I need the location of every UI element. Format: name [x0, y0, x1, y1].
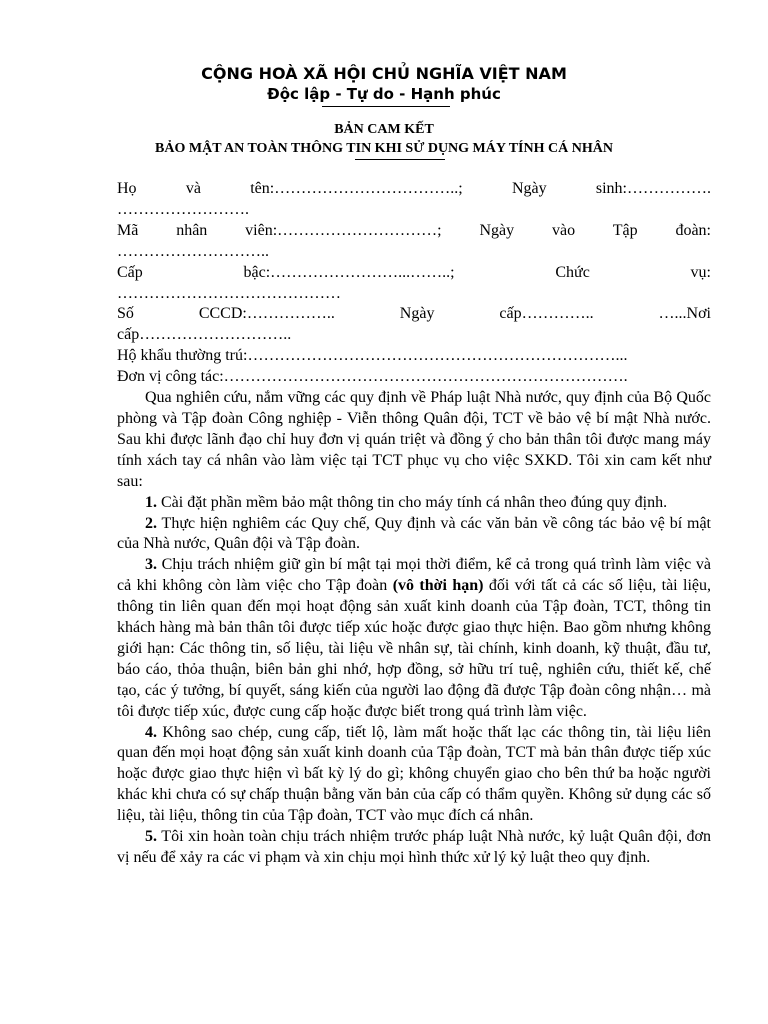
field-employee-id: Mã nhân viên:…………………………; Ngày vào Tập đoàn: — [117, 221, 711, 239]
item-number: 5. — [145, 828, 157, 846]
item-number: 3. — [145, 556, 157, 574]
item-emphasis: (vô thời hạn) — [392, 577, 484, 595]
field-work-unit: Đơn vị công tác:…………………………………………………………………. — [117, 368, 628, 386]
commitment-item-5 — [117, 827, 711, 869]
item-text: Không sao chép, cung cấp, tiết lộ, làm mất hoặc thất lạc các thông tin, tài liệu liên quan đến mọi hoạt động sản xuất kinh doanh của Tập đoàn, TCT mà bản thân được tiếp xúc hoặc được giao thực hiện vì bất kỳ lý do gì; không chuyển giao cho bên thứ ba hoặc người khác khi chưa có sự chấp thuận bằng văn bản của cấp có thẩm quyền. Không sử dụng các số liệu, tài liệu, thông tin của Tập đoàn, TCT vào mục đích cá nhân. — [117, 723, 711, 825]
commitment-item-3 — [117, 555, 711, 722]
field-employee-id-cont: ……………………….. — [117, 242, 269, 260]
commitment-item-1 — [117, 493, 711, 514]
item-number: 1. — [145, 493, 157, 511]
document-subtitle: BẢO MẬT AN TOÀN THÔNG TIN KHI SỬ DỤNG MÁY TÍNH CÁ NHÂN — [155, 141, 613, 156]
motto-underline — [322, 106, 450, 107]
field-id-card-cont: cấp……………………….. — [117, 326, 292, 344]
item-number: 4. — [145, 723, 157, 741]
item-number: 2. — [145, 514, 157, 532]
item-text: Cài đặt phần mềm bảo mật thông tin cho máy tính cá nhân theo đúng quy định. — [157, 493, 668, 511]
national-title: CỘNG HOÀ XÃ HỘI CHỦ NGHĨA VIỆT NAM — [201, 64, 567, 83]
item-text: Thực hiện nghiêm các Quy chế, Quy định và các văn bản về công tác bảo vệ bí mật của Nhà nước, Quân đội và Tập đoàn. — [117, 514, 711, 553]
field-id-card: Số CCCD:…………….. Ngày cấp………….. …...Nơi — [117, 305, 711, 323]
item-text: Tôi xin hoàn toàn chịu trách nhiệm trước pháp luật Nhà nước, kỷ luật Quân đội, đơn vị nếu để xảy ra các vi phạm và xin chịu mọi hình thức xử lý kỷ luật theo quy định. — [117, 828, 711, 866]
field-rank-position: Cấp bậc:……………………...……..; Chức vụ: — [117, 263, 711, 281]
title-underline — [355, 159, 445, 160]
item-text: đối với tất cả các số liệu, tài liệu, thông tin liên quan đến mọi hoạt động sản xuất kinh doanh của Tập đoàn, TCT, thông tin khách hàng mà bản thân tôi được tiếp xúc hoặc được giao thực hiện. Bao gồm nhưng không giới hạn: Các thông tin, số liệu, tài liệu về nhân sự, tài chính, kinh doanh, kỹ thuật, đầu tư, báo cáo, thỏa thuận, biên bản ghi nhớ, hợp đồng, sở hữu trí tuệ, nghiên cứu, thiết kế, chế tạo, các ý tưởng, bí quyết, sáng kiến của người lao động đã được Tập đoàn công nhận… mà tôi được tiếp xúc, được cung cấp hoặc được biết trong quá trình làm việc. — [117, 577, 712, 720]
field-name-dob-cont: ……………………. — [117, 200, 249, 218]
intro-paragraph: Qua nghiên cứu, nắm vững các quy định về Pháp luật Nhà nước, quy định của Bộ Quốc phòng và Tập đoàn Công nghiệp - Viễn thông Quân đội, TCT về bảo vệ bí mật Nhà nước. Sau khi được lãnh đạo chỉ huy đơn vị quán triệt và đồng ý cho bản thân tôi được mang máy tính xách tay cá nhân vào làm việc tại TCT phục vụ cho việc SXKD. Tôi xin cam kết như sau: — [117, 389, 711, 490]
field-name-dob: Họ và tên:……………………………..; Ngày sinh:……………. — [117, 180, 711, 197]
commitment-item-4 — [117, 723, 711, 828]
national-motto: Độc lập - Tự do - Hạnh phúc — [267, 85, 501, 103]
document-body — [117, 179, 711, 869]
field-residence: Hộ khẩu thường trú:……………………………………………………………... — [117, 347, 628, 365]
commitment-item-2 — [117, 514, 711, 556]
item-text: Chịu trách nhiệm giữ gìn bí mật tại mọi thời điểm, kể cả trong quá trình làm việc và cả khi không còn làm việc cho Tập đoàn — [117, 556, 711, 595]
document-title: BẢN CAM KẾT — [334, 122, 434, 137]
field-rank-position-cont: …………………………………… — [117, 284, 341, 302]
